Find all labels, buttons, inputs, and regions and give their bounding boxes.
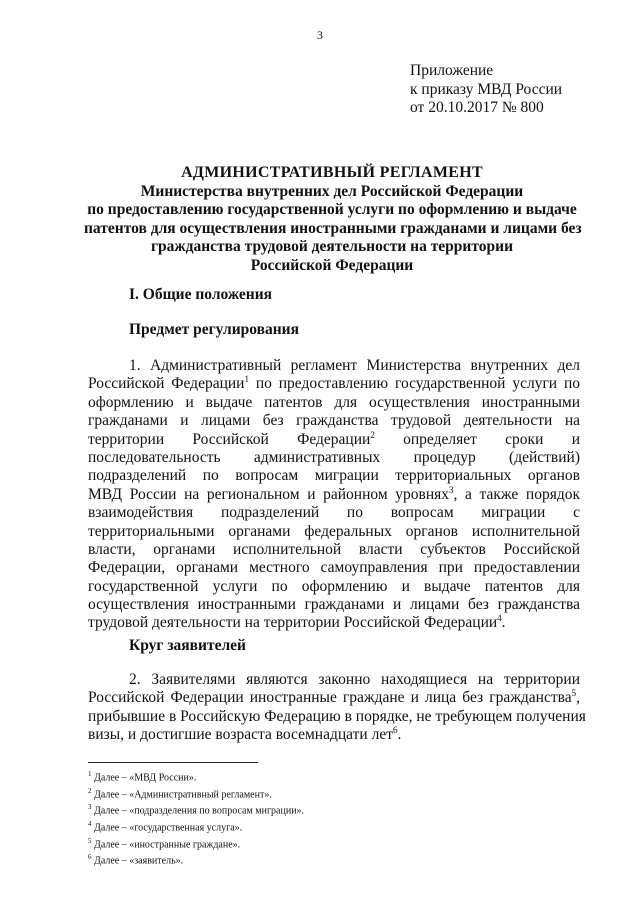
text-line: Российской Федерации иностранные граждане и лица без гражданства$^5$,	[88, 688, 580, 707]
text-line: осуществления иностранными гражданами и лицами без гражданства	[88, 596, 580, 614]
text-line: власти, органами исполнительной власти субъектов Российской	[88, 540, 580, 558]
footnote-item: $^4$ Далее – «государственная услуга».	[88, 819, 243, 834]
appendix-line: Приложение	[410, 62, 494, 79]
text-line: Российской Федерации$^1$ по предоставлению государственной услуги по	[88, 374, 581, 393]
footnote-item: $^1$ Далее – «МВД России».	[88, 770, 197, 784]
text-line: взаимодействия подразделений по вопросам миграции с	[88, 504, 580, 522]
text-line: Федерации, органами местного самоуправления при предоставлении	[88, 559, 580, 577]
text-line: подразделений по вопросам миграции территориальных органов	[88, 467, 580, 485]
subsection-heading: Предмет регулирования	[129, 321, 300, 338]
footnote-ref: 1	[244, 374, 249, 385]
document-title	[84, 164, 580, 275]
title-line: патентов для осуществления иностранными гражданами и лицами без	[84, 219, 582, 237]
page-number: 3	[317, 28, 323, 42]
title-line: гражданства трудовой деятельности на территории	[150, 238, 513, 255]
appendix-block	[410, 62, 562, 118]
text-line: последовательность административных процедур (действий)	[88, 448, 580, 466]
text-line: оформлению и выдаче патентов для осуществления иностранными	[88, 393, 580, 411]
text-line: государственной услуги по оформлению и выдаче патентов для	[88, 577, 580, 595]
text-line: трудовой деятельности на территории Российской Федерации$^4$.	[88, 613, 506, 632]
paragraph-2	[88, 671, 586, 745]
text-line: 2. Заявителями являются законно находящиеся на территории	[129, 671, 580, 688]
footnote-item: $^2$ Далее – «Административный регламент».	[88, 786, 272, 800]
text-line: прибывшие в Российскую Федерацию в порядке, не требующем получения	[88, 707, 586, 725]
footnotes	[88, 768, 304, 868]
title-line: Министерства внутренних дел Российской Федерации	[140, 182, 524, 200]
title-main: АДМИНИСТРАТИВНЫЙ РЕГЛАМЕНТ	[181, 164, 483, 181]
text-line: гражданами и лицами без гражданства трудовой деятельности на	[88, 412, 580, 430]
paragraph-1	[88, 357, 580, 633]
footnote-ref: 3	[449, 484, 454, 495]
footnote-item: $^6$ Далее – «заявитель».	[88, 853, 184, 867]
appendix-line: к приказу МВД России	[410, 80, 563, 98]
footnote-ref: 2	[370, 429, 375, 440]
footnote-divider	[88, 762, 258, 763]
footnote-ref: 4	[497, 613, 502, 624]
text-line: визы, и достигшие возраста восемнадцати лет$^6$.	[88, 725, 402, 744]
section-heading: I. Общие положения	[129, 286, 273, 303]
footnote-item: $^5$ Далее – «иностранные граждане».	[88, 836, 241, 850]
appendix-line: от 20.10.2017 № 800	[410, 99, 544, 116]
footnote-ref: 5	[571, 688, 577, 699]
footnote-ref: 6	[392, 725, 398, 736]
title-line: по предоставлению государственной услуги по оформлению и выдаче	[87, 201, 577, 218]
text-line: МВД России на региональном и районном уровнях$^3$, а также порядок	[88, 484, 580, 503]
subsection-heading: Круг заявителей	[129, 637, 246, 654]
text-line: территориальными органами федеральных органов исполнительной	[88, 522, 580, 540]
title-line: Российской Федерации	[250, 256, 414, 274]
text-line: территории Российской Федерации$^2$ определяет сроки и	[88, 429, 580, 448]
footnote-item: $^3$ Далее – «подразделения по вопросам миграции».	[88, 803, 305, 817]
text-line: 1. Административный регламент Министерства внутренних дел	[129, 357, 580, 374]
